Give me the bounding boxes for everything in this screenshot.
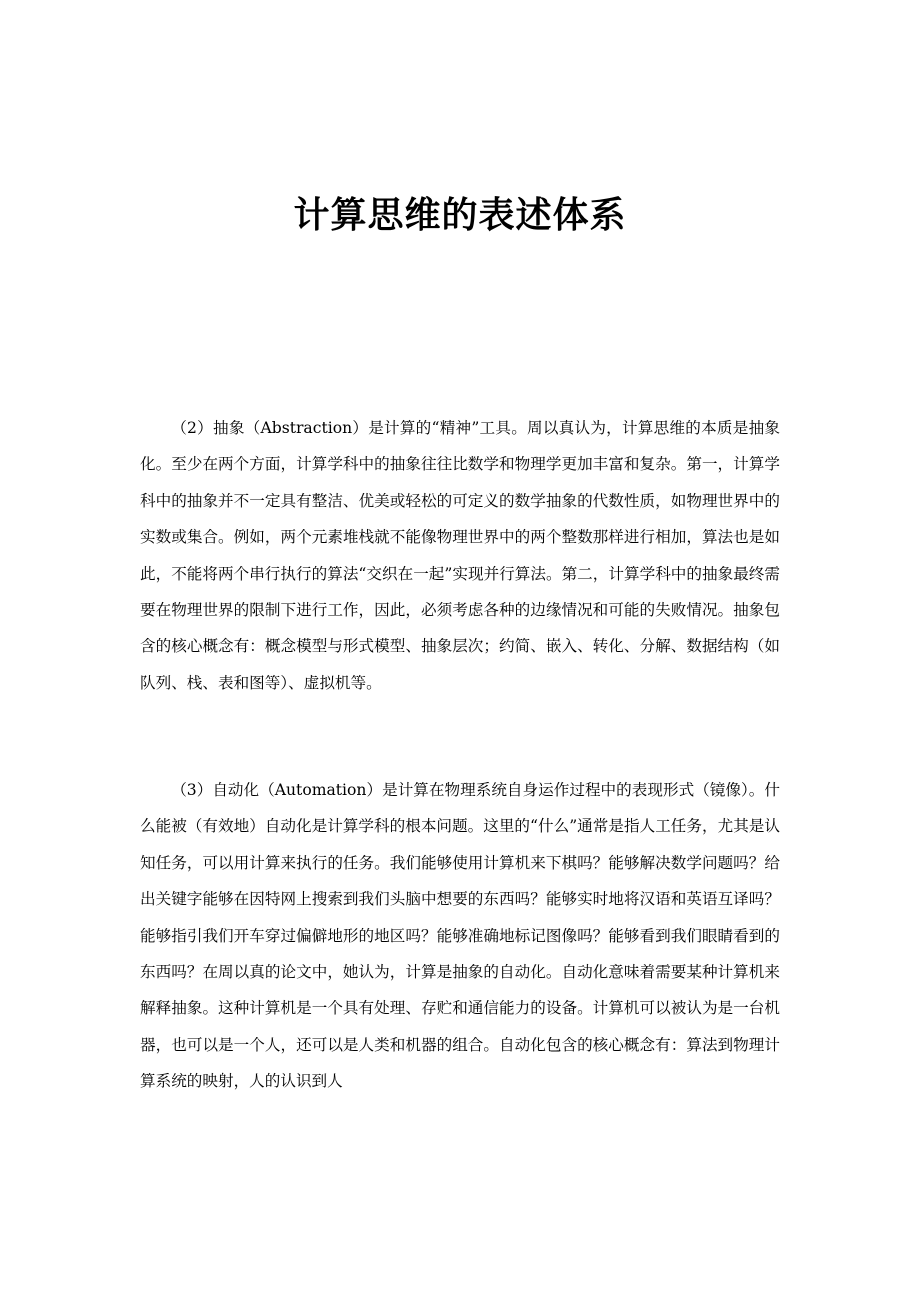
paragraph-automation: （3）自动化（Automation）是计算在物理系统自身运作过程中的表现形式（镜像）。什么能被（有效地）自动化是计算学科的根本问题。这里的“什么”通常是指人工任务，尤其是认知任务，可以用计算来执行的任务。我们能够使用计算机来下棋吗？能够解决数学问题吗？给出关键字能够在因特网上搜索到我们头脑中想要的东西吗？能够实时地将汉语和英语互译吗？能够指引我们开车穿过偏僻地形的地区吗？能够准确地标记图像吗？能够看到我们眼睛看到的东西吗？在周以真的论文中，她认为，计算是抽象的自动化。自动化意味着需要某种计算机来解释抽象。这种计算机是一个具有处理、存贮和通信能力的设备。计算机可以被认为是一台机器，也可以是一个人，还可以是人类和机器的组合。自动化包含的核心概念有：算法到物理计算系统的映射，人的认识到人 bbox=[140, 781, 780, 1091]
page-title: 计算思维的表述体系 bbox=[293, 195, 627, 236]
paragraph-abstraction: （2）抽象（Abstraction）是计算的“精神”工具。周以真认为，计算思维的本质是抽象化。至少在两个方面，计算学科中的抽象往往比数学和物理学更加丰富和复杂。第一，计算学科中的抽象并不一定具有整洁、优美或轻松的可定义的数学抽象的代数性质，如物理世界中的实数或集合。例如，两个元素堆栈就不能像物理世界中的两个整数那样进行相加，算法也是如此，不能将两个串行执行的算法“交织在一起”实现并行算法。第二，计算学科中的抽象最终需要在物理世界的限制下进行工作，因此，必须考虑各种的边缘情况和可能的失败情况。抽象包含的核心概念有：概念模型与形式模型、抽象层次；约简、嵌入、转化、分解、数据结构（如队列、栈、表和图等）、虚拟机等。 bbox=[140, 419, 780, 692]
